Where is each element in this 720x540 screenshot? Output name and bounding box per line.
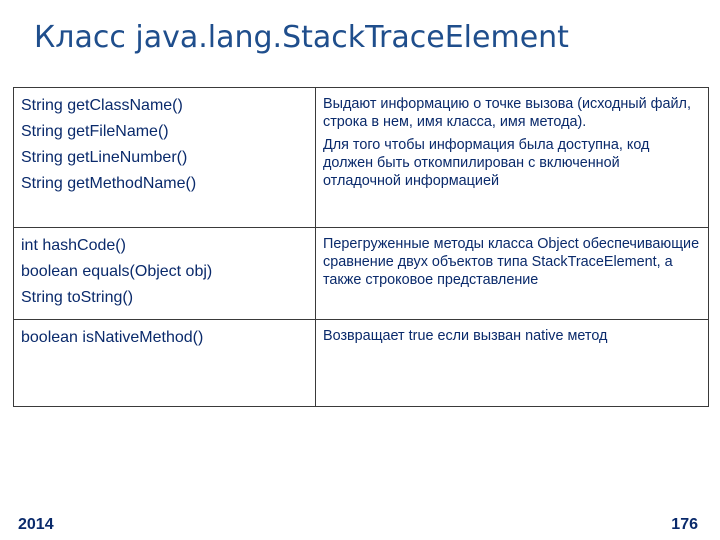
table-row [14, 88, 709, 228]
description-text: Для того чтобы информация была доступна, код должен быть откомпилирован с включенной отладочной информацией [323, 137, 650, 189]
description-text: Возвращает true если вызван native метод [323, 328, 608, 344]
method-signature: String getClassName() [21, 97, 183, 114]
table-row [14, 228, 709, 320]
method-signature: int hashCode() [21, 237, 126, 254]
methods-cell [14, 320, 316, 407]
description-cell [316, 88, 709, 228]
page-number: 176 [671, 516, 698, 533]
methods-cell [14, 88, 316, 228]
page-title: Класс java.lang.StackTraceElement [34, 20, 569, 55]
description-text: Перегруженные методы класса Object обеспечивающие сравнение двух объектов типа StackTraceElement, а также строковое представление [323, 236, 700, 288]
description-text: Выдают информацию о точке вызова (исходный файл, строка в нем, имя класса, имя метода). [323, 96, 691, 130]
footer-year: 2014 [18, 516, 54, 533]
description-cell [316, 320, 709, 407]
methods-table [13, 87, 709, 407]
description-cell [316, 228, 709, 320]
method-signature: String getFileName() [21, 123, 169, 140]
method-signature: String getLineNumber() [21, 149, 188, 166]
method-signature: String getMethodName() [21, 175, 197, 192]
method-signature: String toString() [21, 289, 134, 306]
method-signature: boolean equals(Object obj) [21, 263, 213, 280]
method-signature: boolean isNativeMethod() [21, 329, 204, 346]
table-row [14, 320, 709, 407]
methods-cell [14, 228, 316, 320]
